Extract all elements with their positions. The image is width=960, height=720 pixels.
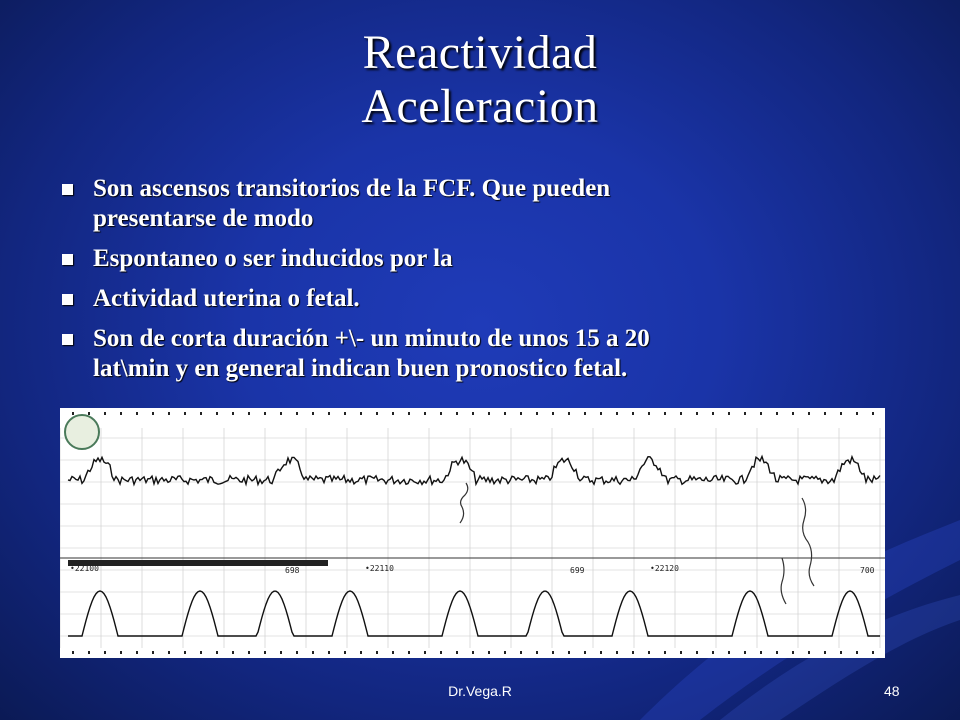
tick-mark xyxy=(664,651,666,654)
tick-mark xyxy=(360,651,362,654)
tick-mark xyxy=(200,651,202,654)
tick-mark xyxy=(376,412,378,415)
tick-mark xyxy=(472,651,474,654)
tick-mark xyxy=(280,412,282,415)
tick-mark xyxy=(872,651,874,654)
tick-mark xyxy=(616,412,618,415)
tick-mark xyxy=(488,651,490,654)
tick-mark xyxy=(264,412,266,415)
strip-label: 700 xyxy=(860,566,875,575)
tick-mark xyxy=(168,651,170,654)
tick-mark xyxy=(584,412,586,415)
tick-mark xyxy=(856,412,858,415)
tick-mark xyxy=(424,651,426,654)
tick-mark xyxy=(792,651,794,654)
tick-mark xyxy=(872,412,874,415)
square-bullet-icon xyxy=(62,184,73,195)
tick-mark xyxy=(712,651,714,654)
monitor-logo-icon xyxy=(64,414,100,450)
square-bullet-icon xyxy=(62,254,73,265)
tick-mark xyxy=(728,651,730,654)
tick-mark xyxy=(776,651,778,654)
tick-mark xyxy=(568,651,570,654)
tick-mark xyxy=(152,651,154,654)
ctg-strip-drawing xyxy=(60,408,885,658)
tick-mark xyxy=(392,412,394,415)
bullet-text-line: lat\min y en general indican buen pronostico fetal. xyxy=(93,355,628,382)
tick-mark xyxy=(488,412,490,415)
tick-mark xyxy=(232,651,234,654)
tick-mark xyxy=(552,412,554,415)
tick-mark xyxy=(456,651,458,654)
tick-mark xyxy=(696,651,698,654)
tick-mark xyxy=(616,651,618,654)
bullet-text-line: Actividad uterina o fetal. xyxy=(93,285,360,312)
tick-mark xyxy=(520,651,522,654)
tick-mark xyxy=(648,651,650,654)
tick-mark xyxy=(504,412,506,415)
tick-mark xyxy=(472,412,474,415)
bullet-item xyxy=(60,324,840,384)
tick-mark xyxy=(712,412,714,415)
tick-mark xyxy=(600,651,602,654)
tick-mark xyxy=(264,651,266,654)
tick-mark xyxy=(632,651,634,654)
tick-mark xyxy=(136,412,138,415)
tick-mark xyxy=(648,412,650,415)
strip-label: •22100 xyxy=(70,564,99,573)
tick-mark xyxy=(808,412,810,415)
fetal-heart-rate-trace xyxy=(68,457,880,485)
strip-label: 698 xyxy=(285,566,300,575)
tick-mark xyxy=(840,412,842,415)
tick-mark xyxy=(824,412,826,415)
tick-mark xyxy=(792,412,794,415)
tick-mark xyxy=(216,412,218,415)
bullet-text-line: Son ascensos transitorios de la FCF. Que pueden xyxy=(93,175,611,202)
tick-mark xyxy=(760,412,762,415)
tick-mark xyxy=(328,651,330,654)
tick-mark xyxy=(408,412,410,415)
tick-mark xyxy=(840,651,842,654)
uterine-contraction-trace xyxy=(68,591,880,636)
ctg-strip-image xyxy=(60,408,885,658)
handwritten-annotation xyxy=(460,483,814,604)
tick-mark xyxy=(568,412,570,415)
tick-mark xyxy=(456,412,458,415)
bullet-text-line: Espontaneo o ser inducidos por la xyxy=(93,245,453,272)
bullet-list xyxy=(60,174,840,394)
tick-mark xyxy=(104,651,106,654)
bullet-item xyxy=(60,174,840,234)
tick-mark xyxy=(744,412,746,415)
bullet-item xyxy=(60,284,840,314)
tick-mark xyxy=(680,651,682,654)
slide-title xyxy=(0,26,960,134)
tick-mark xyxy=(104,412,106,415)
tick-mark xyxy=(344,651,346,654)
tick-mark xyxy=(728,412,730,415)
tick-mark xyxy=(520,412,522,415)
tick-mark xyxy=(808,651,810,654)
strip-label: 699 xyxy=(570,566,585,575)
tick-mark xyxy=(152,412,154,415)
tick-mark xyxy=(760,651,762,654)
footer-author: Dr.Vega.R xyxy=(448,683,512,699)
tick-mark xyxy=(200,412,202,415)
tick-mark xyxy=(632,412,634,415)
tick-mark xyxy=(392,651,394,654)
tick-mark xyxy=(536,651,538,654)
tick-mark xyxy=(296,651,298,654)
tick-mark xyxy=(312,412,314,415)
tick-mark xyxy=(120,412,122,415)
bullet-text-line: presentarse de modo xyxy=(93,205,314,232)
tick-mark xyxy=(440,651,442,654)
tick-mark xyxy=(824,651,826,654)
tick-mark xyxy=(424,412,426,415)
tick-mark xyxy=(376,651,378,654)
tick-mark xyxy=(88,651,90,654)
tick-mark xyxy=(248,651,250,654)
tick-mark xyxy=(776,412,778,415)
tick-mark xyxy=(856,651,858,654)
tick-mark xyxy=(552,651,554,654)
square-bullet-icon xyxy=(62,334,73,345)
tick-mark xyxy=(344,412,346,415)
tick-mark xyxy=(232,412,234,415)
tick-mark xyxy=(664,412,666,415)
title-line-1: Reactividad xyxy=(362,26,598,79)
tick-mark xyxy=(328,412,330,415)
tick-mark xyxy=(312,651,314,654)
tick-mark xyxy=(280,651,282,654)
strip-label: •22120 xyxy=(650,564,679,573)
tick-mark xyxy=(680,412,682,415)
tick-mark xyxy=(360,412,362,415)
tick-mark xyxy=(744,651,746,654)
strip-label: •22110 xyxy=(365,564,394,573)
page-number: 48 xyxy=(884,683,900,699)
tick-mark xyxy=(296,412,298,415)
tick-mark xyxy=(72,651,74,654)
bullet-item xyxy=(60,244,840,274)
tick-mark xyxy=(440,412,442,415)
tick-mark xyxy=(504,651,506,654)
tick-mark xyxy=(584,651,586,654)
tick-mark xyxy=(248,412,250,415)
tick-mark xyxy=(184,651,186,654)
tick-mark xyxy=(184,412,186,415)
tick-mark xyxy=(600,412,602,415)
tick-mark xyxy=(216,651,218,654)
tick-mark xyxy=(72,412,74,415)
tick-mark xyxy=(120,651,122,654)
square-bullet-icon xyxy=(62,294,73,305)
tick-mark xyxy=(136,651,138,654)
tick-mark xyxy=(696,412,698,415)
tick-mark xyxy=(408,651,410,654)
bullet-text-line: Son de corta duración +\- un minuto de unos 15 a 20 xyxy=(93,325,650,352)
tick-mark xyxy=(168,412,170,415)
title-line-2: Aceleracion xyxy=(361,80,599,133)
tick-mark xyxy=(536,412,538,415)
